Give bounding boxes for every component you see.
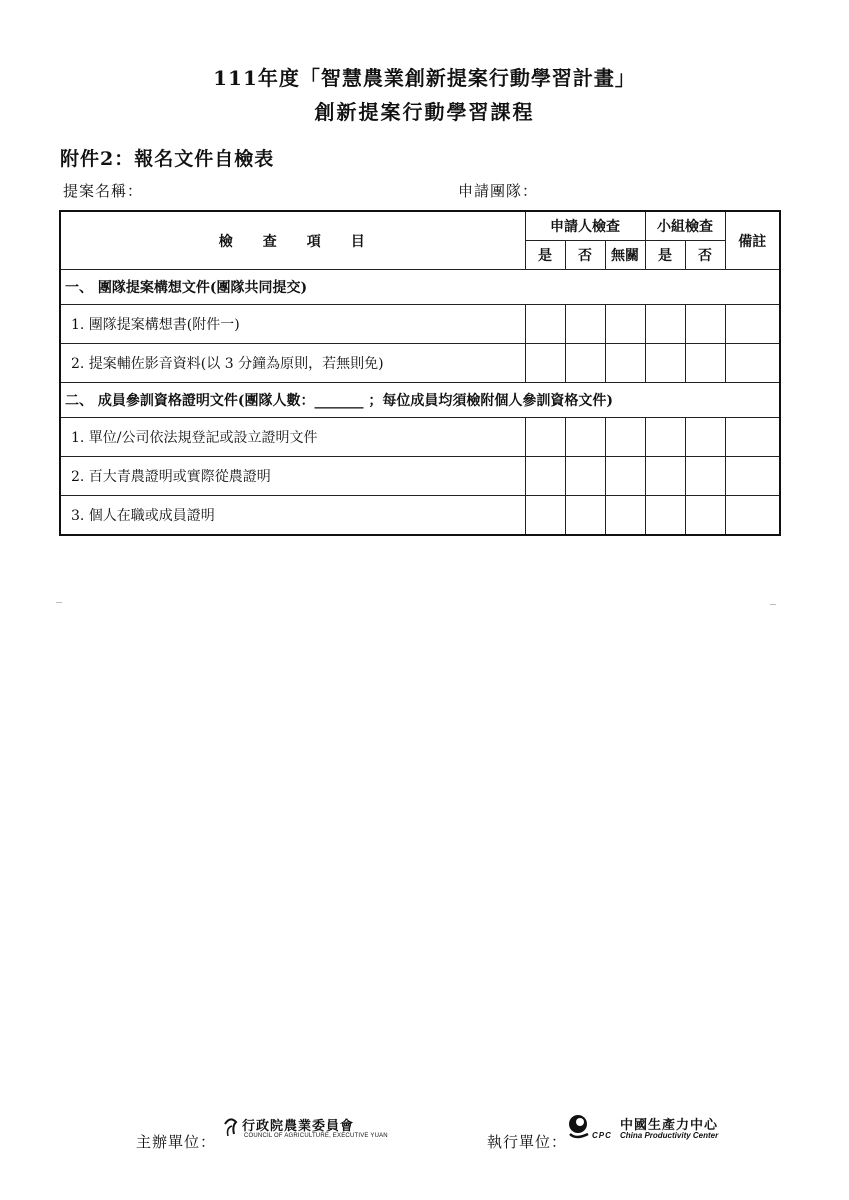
attachment-title: 附件2：報名文件自檢表: [60, 148, 275, 170]
check-cell[interactable]: [685, 305, 725, 344]
cpc-logo: [566, 1112, 726, 1146]
section-member-docs: 二、 成員參訓資格證明文件(團隊人數：_______ ；每位成員均須檢附個人參訓資格文件): [60, 383, 780, 418]
check-cell[interactable]: [565, 305, 605, 344]
coa-logo: [222, 1114, 388, 1142]
check-cell[interactable]: [565, 496, 605, 536]
executor-label: 執行單位：: [487, 1133, 568, 1151]
header-applicant-na: 無關: [605, 241, 645, 270]
check-cell[interactable]: [565, 418, 605, 457]
check-cell[interactable]: [525, 496, 565, 536]
organizer-label: 主辦單位：: [136, 1133, 217, 1151]
team-label: 申請團隊：: [458, 182, 539, 200]
table-row: [60, 305, 780, 344]
check-cell[interactable]: [605, 457, 645, 496]
remark-cell[interactable]: [725, 457, 780, 496]
coa-name-zh: 行政院農業委員會: [242, 1119, 355, 1134]
remark-cell[interactable]: [725, 305, 780, 344]
check-cell[interactable]: [685, 344, 725, 383]
check-cell[interactable]: [605, 418, 645, 457]
check-cell[interactable]: [605, 496, 645, 536]
check-cell[interactable]: [565, 457, 605, 496]
self-check-table: [59, 210, 781, 536]
check-cell[interactable]: [645, 305, 685, 344]
check-cell[interactable]: [685, 418, 725, 457]
scan-speck: [770, 604, 776, 605]
check-cell[interactable]: [645, 457, 685, 496]
coa-name-en: COUNCIL OF AGRICULTURE, EXECUTIVE YUAN: [244, 1133, 388, 1139]
remark-cell[interactable]: [725, 344, 780, 383]
header-applicant-check: 申請人檢查: [525, 211, 645, 241]
cpc-name-en: China Productivity Center: [620, 1131, 719, 1140]
section-team-docs: 一、 團隊提案構想文件(團隊共同提交): [60, 270, 780, 305]
header-group-no: 否: [685, 241, 725, 270]
check-cell[interactable]: [525, 457, 565, 496]
item-label: 2. 提案輔佐影音資料(以 3 分鐘為原則，若無則免): [60, 344, 525, 383]
header-item: 檢查項目: [60, 211, 525, 270]
cpc-abbr: CPC: [592, 1131, 612, 1140]
proposal-name-label: 提案名稱：: [63, 182, 144, 200]
check-cell[interactable]: [685, 457, 725, 496]
item-label: 1. 單位/公司依法規登記或設立證明文件: [60, 418, 525, 457]
table-row: [60, 457, 780, 496]
item-label: 1. 團隊提案構想書(附件一): [60, 305, 525, 344]
check-cell[interactable]: [685, 496, 725, 536]
check-cell[interactable]: [565, 344, 605, 383]
table-row: [60, 418, 780, 457]
remark-cell[interactable]: [725, 418, 780, 457]
check-cell[interactable]: [525, 305, 565, 344]
check-cell[interactable]: [645, 496, 685, 536]
scan-speck: [56, 602, 62, 603]
table-row: [60, 496, 780, 536]
check-cell[interactable]: [605, 305, 645, 344]
remark-cell[interactable]: [725, 496, 780, 536]
header-applicant-yes: 是: [525, 241, 565, 270]
header-applicant-no: 否: [565, 241, 605, 270]
check-cell[interactable]: [645, 344, 685, 383]
item-label: 3. 個人在職或成員證明: [60, 496, 525, 536]
document-subtitle: 創新提案行動學習課程: [314, 100, 535, 124]
header-group-yes: 是: [645, 241, 685, 270]
cpc-emblem-icon: [566, 1112, 594, 1142]
document-title: 111年度「智慧農業創新提案行動學習計畫」: [213, 66, 636, 90]
check-cell[interactable]: [525, 418, 565, 457]
cpc-name-zh: 中國生產力中心: [620, 1118, 719, 1133]
header-group-check: 小組檢查: [645, 211, 725, 241]
check-cell[interactable]: [525, 344, 565, 383]
table-row: [60, 344, 780, 383]
check-cell[interactable]: [605, 344, 645, 383]
item-label: 2. 百大青農證明或實際從農證明: [60, 457, 525, 496]
header-remarks: 備註: [725, 211, 780, 270]
check-cell[interactable]: [645, 418, 685, 457]
